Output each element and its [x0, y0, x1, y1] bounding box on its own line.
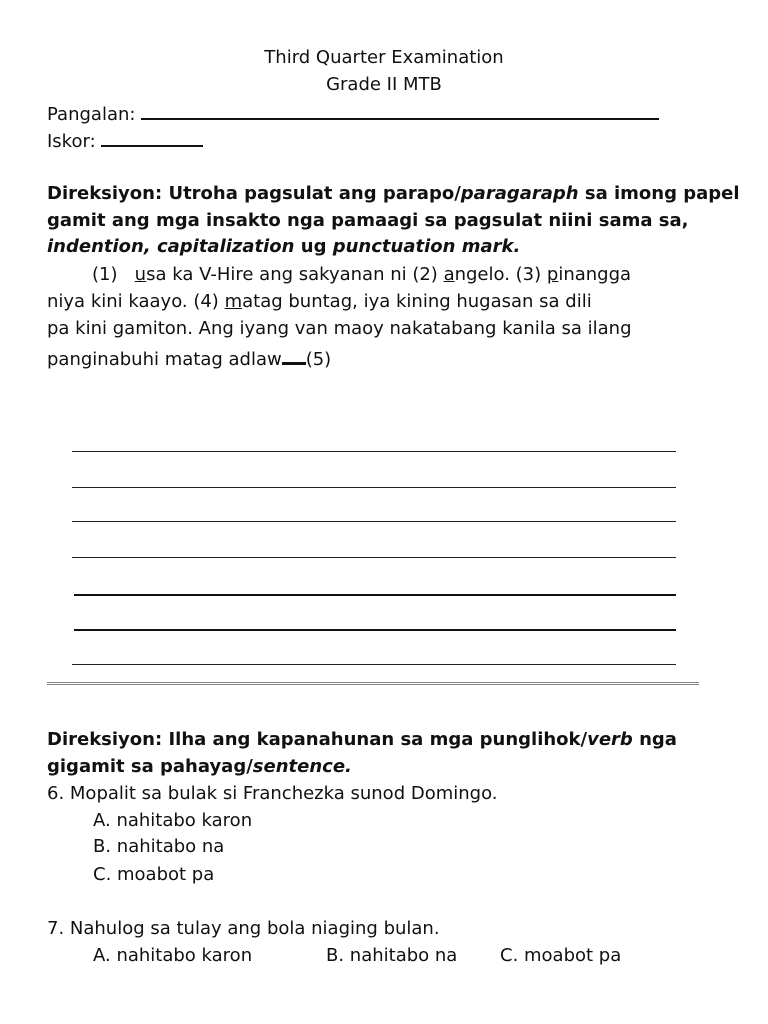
score-label: Iskor: [47, 131, 96, 152]
choice-7c[interactable]: C. moabot pa [500, 945, 622, 966]
writing-line[interactable] [74, 629, 676, 631]
name-label: Pangalan: [47, 104, 136, 125]
writing-line[interactable] [72, 487, 676, 488]
choice-6a[interactable]: A. nahitabo karon [93, 810, 253, 831]
directions-label: Direksiyon: [47, 729, 163, 750]
directions-text: ug [294, 236, 333, 257]
underlined-letter: p [546, 264, 559, 285]
paragraph-text: panginabuhi matag adlaw [47, 349, 282, 370]
paragraph-line-1 [92, 262, 631, 288]
writing-line[interactable] [72, 557, 676, 558]
paragraph-text: atag buntag, iya kining hugasan sa dili [242, 291, 592, 312]
question-7: 7. Nahulog sa tulay ang bola niaging bulan. [47, 918, 440, 939]
directions-text: nga [632, 729, 677, 750]
writing-line[interactable] [74, 594, 676, 596]
item-number: (1) [92, 264, 118, 285]
directions-text: sentence. [252, 756, 352, 777]
directions-text: punctuation mark. [332, 236, 521, 257]
directions-text: Utroha pagsulat ang parapo/ [168, 183, 461, 204]
name-field [47, 100, 659, 128]
section-divider [47, 682, 699, 685]
directions-text: sa imong papel [578, 183, 740, 204]
paragraph-line-2 [47, 289, 592, 315]
directions-text: indention, capitalization [47, 236, 295, 257]
score-field [47, 127, 203, 155]
paragraph-text: inangga [558, 264, 632, 285]
directions-label: Direksiyon: [47, 183, 163, 204]
directions-2-line-2 [47, 754, 352, 780]
paragraph-text: niya kini kaayo. (4) [47, 291, 225, 312]
writing-line[interactable] [72, 521, 676, 522]
question-6: 6. Mopalit sa bulak si Franchezka sunod Domingo. [47, 783, 498, 804]
paragraph-text: sa ka V-Hire ang sakyanan ni (2) [146, 264, 444, 285]
choice-7a[interactable]: A. nahitabo karon [93, 945, 253, 966]
directions-1-line-3 [47, 234, 520, 260]
directions-1-line-1 [47, 181, 740, 207]
name-blank[interactable] [141, 100, 659, 120]
directions-text: verb [587, 729, 633, 750]
underlined-letter: a [443, 264, 455, 285]
underlined-letter: m [224, 291, 243, 312]
choice-6b[interactable]: B. nahitabo na [93, 836, 225, 857]
directions-text: paragaraph [460, 183, 579, 204]
directions-1-line-2: gamit ang mga insakto nga pamaagi sa pagsulat niini sama sa, [47, 210, 689, 231]
paragraph-line-3: pa kini gamiton. Ang iyang van maoy nakatabang kanila sa ilang [47, 318, 632, 339]
directions-2-line-1 [47, 727, 677, 753]
writing-line[interactable] [72, 664, 676, 665]
paragraph-text: ngelo. (3) [454, 264, 547, 285]
punctuation-blank[interactable] [282, 344, 306, 365]
directions-text: gigamit sa pahayag/ [47, 756, 253, 777]
exam-subtitle: Grade II MTB [326, 74, 442, 95]
directions-text: Ilha ang kapanahunan sa mga punglihok/ [168, 729, 588, 750]
underlined-letter: u [134, 264, 147, 285]
paragraph-line-4 [47, 344, 331, 373]
exam-title: Third Quarter Examination [264, 47, 504, 68]
writing-line[interactable] [72, 451, 676, 452]
score-blank[interactable] [101, 127, 203, 147]
choice-6c[interactable]: C. moabot pa [93, 864, 215, 885]
item-number: (5) [305, 349, 332, 370]
choice-7b[interactable]: B. nahitabo na [326, 945, 458, 966]
